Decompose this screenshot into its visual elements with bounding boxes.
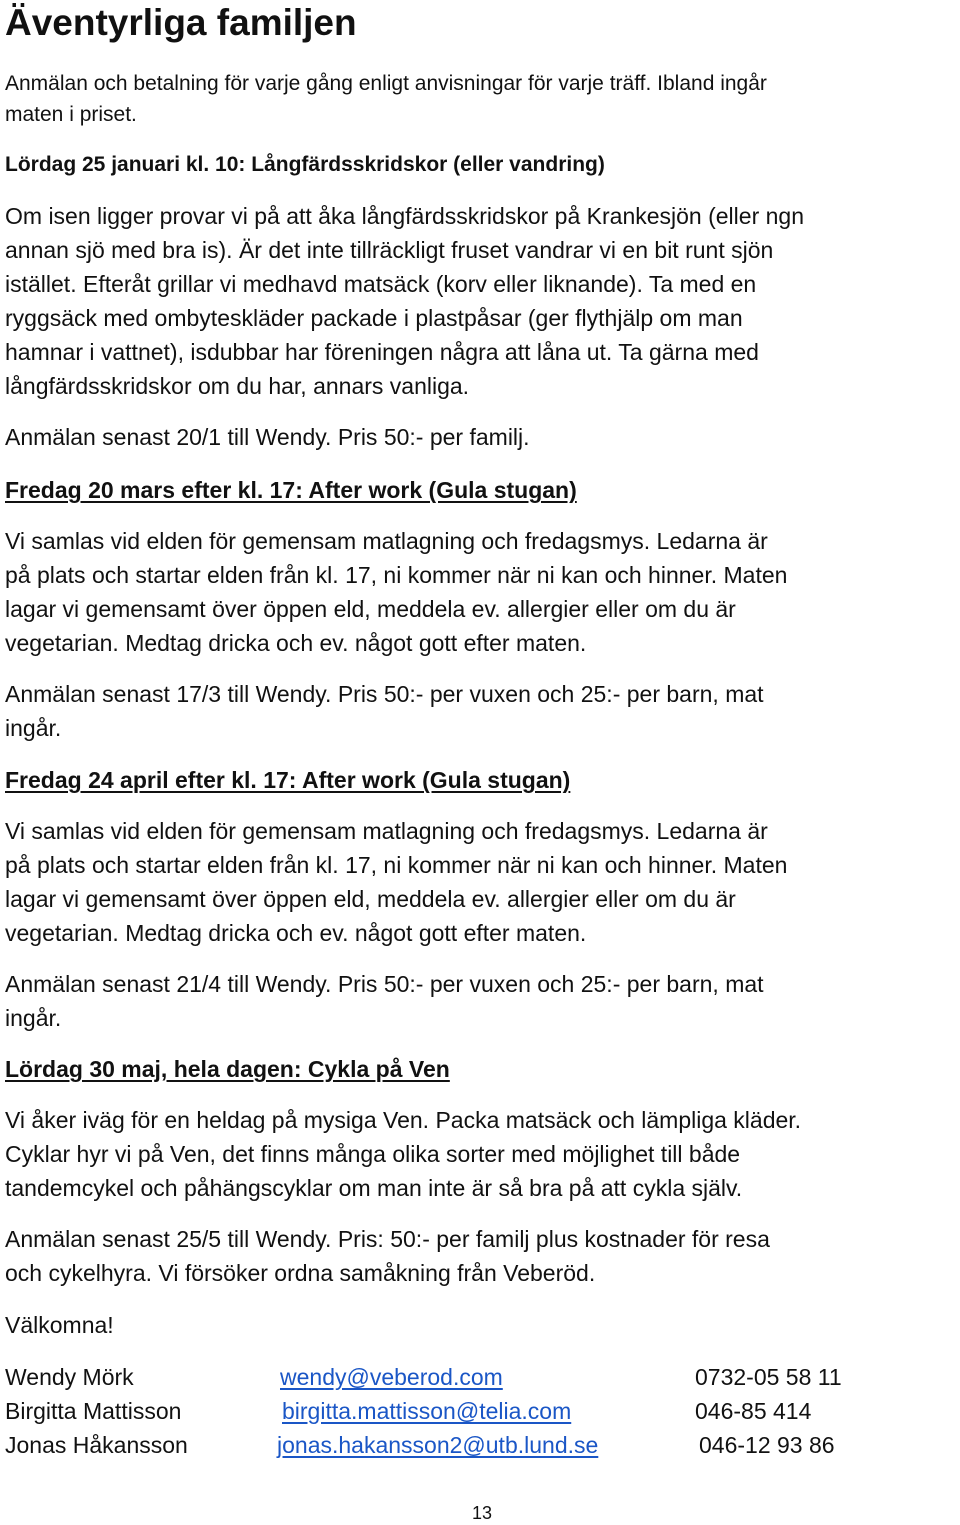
welcome-text: Välkomna! [5,1312,114,1338]
contact-name: Jonas Håkansson [5,1432,188,1458]
event-body-line: tandemcykel och påhängscyklar om man inte är så bra på att cykla själv. [5,1175,743,1201]
event-body-line: långfärdsskridskor om du har, annars vanliga. [5,373,470,399]
event-signup: och cykelhyra. Vi försöker ordna samåkning från Veberöd. [5,1260,596,1286]
event-body-line: vegetarian. Medtag dricka och ev. något gott efter maten. [5,920,587,946]
contact-email-link[interactable]: jonas.hakansson2@utb.lund.se [277,1432,599,1458]
event-signup: ingår. [5,715,62,741]
event-body-line: Vi samlas vid elden för gemensam matlagning och fredagsmys. Ledarna är [5,528,768,554]
event-heading-january: Lördag 25 januari kl. 10: Långfärdsskridskor (eller vandring) [5,153,605,176]
contact-list [5,1360,945,1462]
event-signup: ingår. [5,1005,62,1031]
event-body-line: annan sjö med bra is). Är det inte tillräckligt fruset vandrar vi en bit runt sjön [5,237,774,263]
event-body-line: ryggsäck med ombyteskläder packade i plastpåsar (ger flythjälp om man [5,305,743,331]
contact-phone: 0732-05 58 11 [695,1364,842,1390]
event-body-line: lagar vi gemensamt över öppen eld, meddela ev. allergier eller om du är [5,596,736,622]
event-body-line: på plats och startar elden från kl. 17, ni kommer när ni kan och hinner. Maten [5,852,788,878]
contact-name: Birgitta Mattisson [5,1398,182,1424]
event-body-line: Cyklar hyr vi på Ven, det finns många olika sorter med möjlighet till både [5,1141,741,1167]
contact-name: Wendy Mörk [5,1364,134,1390]
event-signup: Anmälan senast 25/5 till Wendy. Pris: 50:- per familj plus kostnader för resa [5,1226,770,1252]
event-signup: Anmälan senast 21/4 till Wendy. Pris 50:- per vuxen och 25:- per barn, mat [5,971,764,997]
event-heading-may: Lördag 30 maj, hela dagen: Cykla på Ven [5,1056,450,1082]
event-heading-march: Fredag 20 mars efter kl. 17: After work (Gula stugan) [5,477,577,503]
event-body-line: hamnar i vattnet), isdubbar har föreningen några att låna ut. Ta gärna med [5,339,759,365]
page-number: 13 [472,1503,493,1523]
event-body-line: Vi åker iväg för en heldag på mysiga Ven. Packa matsäck och lämpliga kläder. [5,1107,802,1133]
contact-email-link[interactable]: birgitta.mattisson@telia.com [282,1398,572,1424]
contact-phone: 046-12 93 86 [699,1432,835,1458]
event-body-line: istället. Efteråt grillar vi medhavd matsäck (korv eller liknande). Ta med en [5,271,757,297]
contact-row [5,1394,945,1428]
event-heading-april: Fredag 24 april efter kl. 17: After work (Gula stugan) [5,767,571,793]
event-body-line: lagar vi gemensamt över öppen eld, meddela ev. allergier eller om du är [5,886,736,912]
event-body-line: på plats och startar elden från kl. 17, ni kommer när ni kan och hinner. Maten [5,562,788,588]
contact-row [5,1360,945,1394]
intro-line: Anmälan och betalning för varje gång enligt anvisningar för varje träff. Ibland ingår [5,72,767,95]
event-signup: Anmälan senast 20/1 till Wendy. Pris 50:- per familj. [5,424,530,450]
page-title: Äventyrliga familjen [5,2,357,43]
contact-row [5,1428,945,1462]
contact-phone: 046-85 414 [695,1398,812,1424]
event-body-line: Vi samlas vid elden för gemensam matlagning och fredagsmys. Ledarna är [5,818,768,844]
intro-line: maten i priset. [5,103,137,126]
event-body-line: vegetarian. Medtag dricka och ev. något gott efter maten. [5,630,587,656]
contact-email-link[interactable]: wendy@veberod.com [280,1364,503,1390]
event-signup: Anmälan senast 17/3 till Wendy. Pris 50:- per vuxen och 25:- per barn, mat [5,681,764,707]
event-body-line: Om isen ligger provar vi på att åka långfärdsskridskor på Krankesjön (eller ngn [5,203,804,229]
